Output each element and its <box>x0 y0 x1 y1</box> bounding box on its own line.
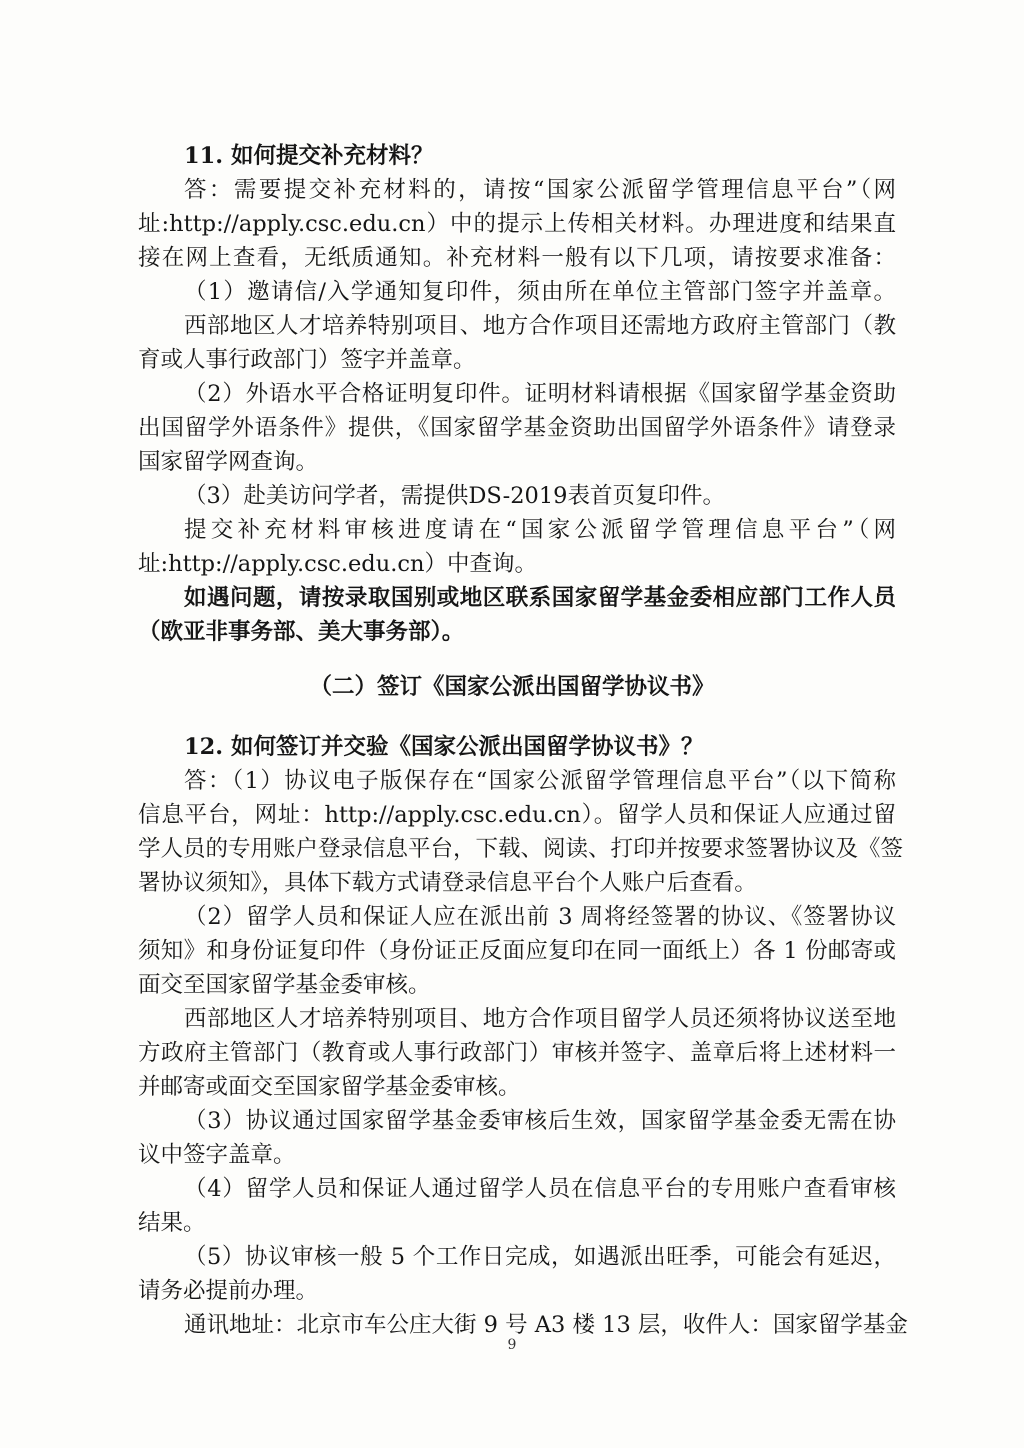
q12-line: 方政府主管部门（教育或人事行政部门）审核并签字、盖章后将上述材料一 <box>138 1040 896 1066</box>
q12-line: 须知》和身份证复印件（身份证正反面应复印在同一面纸上）各 1 份邮寄或 <box>138 938 896 964</box>
q11-line: 西部地区人才培养特别项目、地方合作项目还需地方政府主管部门（教 <box>184 313 896 339</box>
q12-line: 请务必提前办理。 <box>138 1278 319 1304</box>
page-number: 9 <box>507 1337 517 1353</box>
q11-line: 出国留学外语条件》提供，《国家留学基金资助出国留学外语条件》请登录 <box>138 415 896 441</box>
q12-line: 结果。 <box>138 1210 206 1236</box>
q11-line: 接在网上查看，无纸质通知。补充材料一般有以下几项，请按要求准备： <box>138 245 896 271</box>
q11-line: 育或人事行政部门）签字并盖章。 <box>138 347 476 373</box>
q11-notice: （欧亚非事务部、美大事务部）。 <box>138 619 465 645</box>
q11-line: （3）赴美访问学者，需提供DS-2019表首页复印件。 <box>184 483 725 509</box>
q11-notice: 如遇问题，请按录取国别或地区联系国家留学基金委相应部门工作人员 <box>184 585 896 611</box>
q11-line: 址:http://apply.csc.edu.cn）中查询。 <box>138 551 537 577</box>
q11-line: 答：需要提交补充材料的，请按“国家公派留学管理信息平台”（网 <box>184 177 896 203</box>
q12-line: 并邮寄或面交至国家留学基金委审核。 <box>138 1074 521 1100</box>
q12-line: 信息平台，网址：http://apply.csc.edu.cn）。留学人员和保证人应通过留 <box>138 802 896 828</box>
q11-line: 址:http://apply.csc.edu.cn）中的提示上传相关材料。办理进度和结果直 <box>138 211 896 237</box>
q12-line: 通讯地址：北京市车公庄大街 9 号 A3 楼 13 层，收件人：国家留学基金 <box>184 1312 908 1338</box>
q12-line: 议中签字盖章。 <box>138 1142 296 1168</box>
q11-line: 提交补充材料审核进度请在“国家公派留学管理信息平台”（网 <box>184 517 896 543</box>
q12-line: 学人员的专用账户登录信息平台，下载、阅读、打印并按要求签署协议及《签 <box>138 836 904 862</box>
q12-line: 面交至国家留学基金委审核。 <box>138 972 431 998</box>
q12-line: 署协议须知》，具体下载方式请登录信息平台个人账户后查看。 <box>138 870 757 896</box>
q12-line: （3）协议通过国家留学基金委审核后生效，国家留学基金委无需在协 <box>184 1108 896 1134</box>
q11-title: 11. 如何提交补充材料？ <box>184 143 434 169</box>
q12-line: （4）留学人员和保证人通过留学人员在信息平台的专用账户查看审核 <box>184 1176 896 1202</box>
section-heading: （二）签订《国家公派出国留学协议书》 <box>309 674 715 700</box>
q11-line: （2）外语水平合格证明复印件。证明材料请根据《国家留学基金资助 <box>184 381 896 407</box>
q12-line: （2）留学人员和保证人应在派出前 3 周将经签署的协议、《签署协议 <box>184 904 896 930</box>
q12-line: （5）协议审核一般 5 个工作日完成，如遇派出旺季，可能会有延迟， <box>184 1244 896 1270</box>
q12-title: 12. 如何签订并交验《国家公派出国留学协议书》？ <box>184 734 704 760</box>
q12-line: 答：（1）协议电子版保存在“国家公派留学管理信息平台”（以下简称 <box>184 768 896 794</box>
q12-line: 西部地区人才培养特别项目、地方合作项目留学人员还须将协议送至地 <box>184 1006 896 1032</box>
q11-line: 国家留学网查询。 <box>138 449 319 475</box>
q11-line: （1）邀请信/入学通知复印件，须由所在单位主管部门签字并盖章。 <box>184 279 896 305</box>
